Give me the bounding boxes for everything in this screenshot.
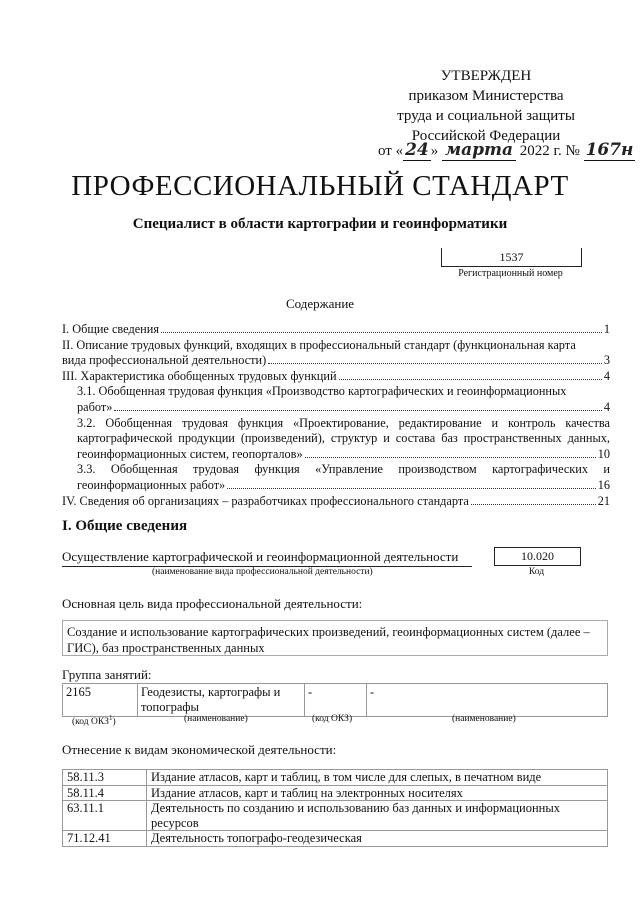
goal-text: Создание и использование картографических произведений, геоинформационных систем (далее – ГИС), баз пространственных данных [62,620,608,656]
toc-item[interactable]: IV. Сведения об организациях – разработчиках профессионального стандарта 21 [62,493,610,508]
econ-activity-table [62,769,608,847]
registration-label: Регистрационный номер [458,268,563,279]
activity-name: Осуществление картографической и геоинформационной деятельности [62,549,472,567]
toc-item[interactable]: II. Описание трудовых функций, входящих в профессиональный стандарт (функциональная карта вида профессиональной деятельности) 3 [62,337,610,368]
toc-item[interactable]: III. Характеристика обобщенных трудовых функций 4 [62,368,610,383]
order-month: марта [442,140,516,161]
goal-label: Основная цель вида профессиональной деятельности: [62,596,363,611]
approval-block [360,66,612,146]
table-of-contents [62,322,610,509]
order-date-line: от « 24 » марта 2022 г. № 167н [378,140,634,160]
okved-name: Издание атласов, карт и таблиц на электронных носителях [147,785,608,801]
code-caption: Код [528,567,545,577]
order-year: 2022 г. № [519,143,580,159]
contents-title: Содержание [285,296,355,311]
toc-item[interactable]: I. Общие сведения 1 [62,322,610,336]
okved-name: Издание атласов, карт и таблиц, в том числе для слепых, в печатном виде [147,770,608,786]
okved-code: 58.11.3 [63,770,147,786]
toc-item[interactable]: 3.2. Обобщенная трудовая функция «Проектирование, редактирование и контроль качества картографической продукции (произведений), структур и состава баз пространственных данных, геоинформационных систем, геопорталов» 10 [77,415,610,461]
occupation-group-table [62,683,608,717]
approval-line: Российской Федерации [411,128,561,144]
okved-code: 63.11.1 [63,801,147,831]
group-code-2: - [305,684,367,717]
group-label: Группа занятий: [62,667,152,682]
group-code2-caption: (код ОКЗ) [312,714,353,724]
group-name-2: - [367,684,608,717]
okved-code: 71.12.41 [63,831,147,847]
group-code: 2165 [63,684,138,717]
table-row [63,770,608,786]
group-name2-caption: (наименование) [452,714,516,724]
approval-heading: УТВЕРЖДЕН [440,68,532,84]
document-subtitle: Специалист в области картографии и геоинформатики [132,216,508,232]
approval-line: труда и социальной защиты [397,108,575,124]
table-row [63,801,608,831]
activity-code: 10.020 [494,547,581,566]
registration-number: 1537 [441,248,582,267]
okved-name: Деятельность по созданию и использованию баз данных и информационных ресурсов [147,801,608,831]
order-number: 167н [585,140,634,160]
section-title: I. Общие сведения [62,518,188,534]
activity-caption: (наименование вида профессиональной деятельности) [152,567,373,577]
approval-line: приказом Министерства [408,88,564,104]
okved-code: 58.11.4 [63,785,147,801]
document-title: ПРОФЕССИОНАЛЬНЫЙ СТАНДАРТ [71,170,569,202]
toc-item[interactable]: 3.1. Обобщенная трудовая функция «Производство картографических и геоинформационных работ» 4 [77,384,610,414]
order-day: 24 [405,140,429,160]
table-row [63,785,608,801]
econ-label: Отнесение к видам экономической деятельности: [62,742,337,757]
group-name-caption: (наименование) [184,714,248,724]
toc-item[interactable]: 3.3. Обобщенная трудовая функция «Управление производством картографических и геоинформационных работ» 16 [77,462,610,492]
group-code-caption: (код ОКЗ$^1$) [72,714,116,728]
table-row [63,831,608,847]
group-name: Геодезисты, картографы и топографы [138,684,305,717]
okved-name: Деятельность топографо-геодезическая [147,831,608,847]
